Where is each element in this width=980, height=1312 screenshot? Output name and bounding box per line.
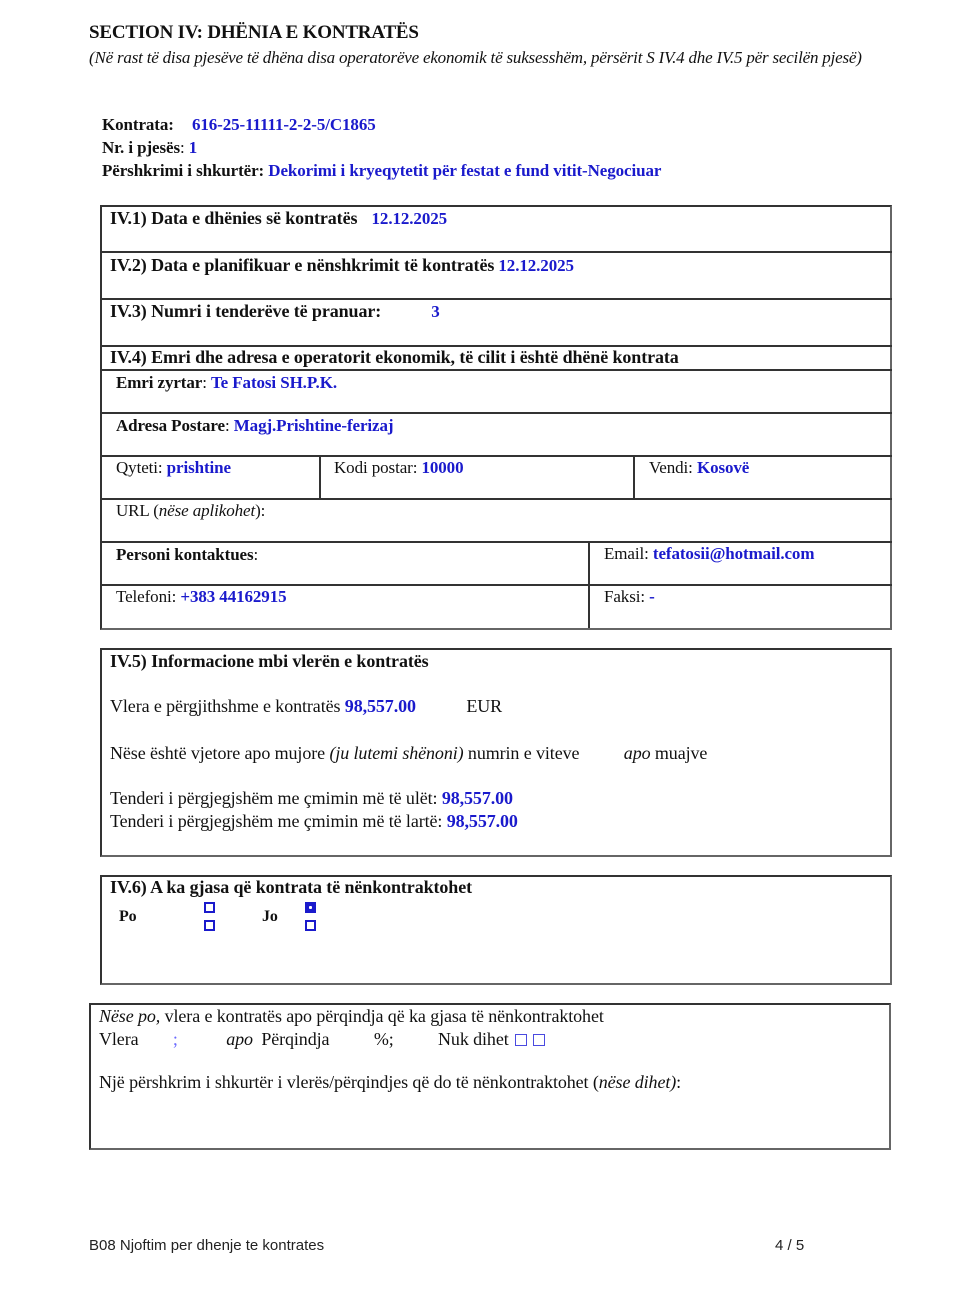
cell-divider [633,456,635,499]
contact-cell: Personi kontaktues: [116,545,259,564]
url-hint: nëse aplikohet [158,501,256,520]
city-value: prishtine [166,458,231,477]
iv4-label: IV.4) Emri dhe adresa e operatorit ekonomik, të cilit i është dhënë kontrata [110,347,679,367]
contract-label: Kontrata: [102,115,174,134]
subcontract-percent-label: Përqindja [261,1029,330,1049]
iv6-label: IV.6) A ka gjasa që kontrata të nënkontraktohet [110,877,472,897]
iv1-value: 12.12.2025 [371,209,448,228]
lowest-tender-value: 98,557.00 [441,788,513,808]
total-value-row [110,696,502,717]
highest-tender-label: Tenderi i përgjegjshëm me çmimin më të lartë: [110,811,443,831]
divider [100,298,892,300]
no-checkbox-alt[interactable] [305,920,316,931]
subcontract-value-row [99,1029,545,1050]
contract-value: 616-25-11111-2-2-5/C1865 [191,115,376,134]
subcontract-value-sep[interactable]: ; [172,1029,178,1049]
subcontract-apo: apo [226,1029,253,1049]
fax-cell [604,587,655,607]
lowest-tender-row [110,788,513,809]
divider [100,541,892,543]
iv1-label: IV.1) Data e dhënies së kontratës [110,208,358,228]
postal-label: Kodi postar: [334,458,418,477]
subcontract-intro-text: vlera e kontratës apo përqindja që ka gjasa të nënkontraktohet [160,1006,604,1026]
postal-value: 10000 [421,458,464,477]
divider [100,251,892,253]
footer-page-number: 4 / 5 [775,1237,805,1254]
country-cell [649,458,749,478]
total-value-label: Vlera e përgjithshme e kontratës [110,696,341,716]
section-note: (Në rast të disa pjesëve të dhëna disa operatorëve ekonomik të suksesshëm, përsërit S IV.4 dhe IV.5 për secilën pjesë) [89,48,862,67]
fax-value: - [649,587,655,606]
subcontract-value-label: Vlera [99,1029,139,1049]
subcontract-intro-italic: Nëse po, [99,1006,161,1026]
no-label: Jo [262,908,278,925]
iv1-row [110,208,447,229]
section-title: SECTION IV: DHËNIA E KONTRATËS [89,22,419,43]
url-label: URL ( [116,501,159,520]
no-checkbox-checked[interactable] [305,902,316,913]
iv3-label: IV.3) Numri i tenderëve të pranuar: [110,301,382,321]
subcontract-desc-row [99,1072,681,1093]
annual-apo: apo [623,743,651,763]
divider [100,369,892,371]
cell-divider [319,456,321,499]
highest-tender-row [110,811,518,832]
divider [100,584,892,586]
footer-doc-name: B08 Njoftim per dhenje te kontrates [89,1237,325,1254]
subcontract-intro [99,1006,604,1027]
description-value: Dekorimi i kryeqytetit për festat e fund vitit-Negociuar [268,161,662,180]
subcontract-desc-text: Një përshkrim i shkurtër i vlerës/përqindjes që do të nënkontraktohet ( [99,1072,599,1092]
annual-hint: (ju lutemi shënoni) [329,743,464,763]
iv2-value: 12.12.2025 [498,256,574,275]
highest-tender-value: 98,557.00 [446,811,518,831]
email-label: Email: [604,544,649,563]
subcontract-percent-sep: %; [373,1029,394,1049]
city-cell [116,458,231,478]
iv2-label: IV.2) Data e planifikuar e nënshkrimit të kontratës [110,255,495,275]
annual-text2: numrin e viteve [467,743,580,763]
unknown-label: Nuk dihet [438,1029,509,1049]
country-label: Vendi: [649,458,693,477]
contact-label: Personi kontaktues [116,545,254,564]
phone-cell [116,587,287,607]
official-name-row: Emri zyrtar: Te Fatosi SH.P.K. [116,373,337,392]
annual-row [110,743,707,764]
divider [100,412,892,414]
yes-checkbox-alt[interactable] [204,920,215,931]
divider [100,498,892,500]
official-name-value: Te Fatosi SH.P.K. [211,373,337,392]
phone-value: +383 44162915 [180,587,287,606]
unknown-checkbox[interactable] [515,1034,527,1046]
address-label: Adresa Postare [116,416,225,435]
unknown-checkbox-alt[interactable] [533,1034,545,1046]
currency: EUR [466,696,503,716]
email-cell [604,544,814,564]
city-label: Qyteti: [116,458,163,477]
total-value: 98,557.00 [344,696,416,716]
url-row [116,501,265,521]
part-colon: : [179,138,185,157]
postal-cell [334,458,464,478]
subcontract-desc-end: : [676,1072,682,1092]
yes-checkbox[interactable] [204,902,215,913]
description-label: Përshkrimi i shkurtër: [102,161,265,180]
iv3-row [110,301,440,322]
contract-line [102,115,376,135]
fax-label: Faksi: [604,587,645,606]
phone-label: Telefoni: [116,587,177,606]
description-line [102,161,661,181]
divider [100,455,892,457]
part-label: Nr. i pjesës [102,138,180,157]
iv5-label: IV.5) Informacione mbi vlerën e kontratës [110,651,429,671]
url-end: ): [255,501,266,520]
subcontract-desc-hint: nëse dihet) [598,1072,677,1092]
address-row: Adresa Postare: Magj.Prishtine-ferizaj [116,416,394,435]
lowest-tender-label: Tenderi i përgjegjshëm me çmimin më të ulët: [110,788,438,808]
email-value[interactable]: tefatosii@hotmail.com [652,544,815,563]
address-value: Magj.Prishtine-ferizaj [233,416,394,435]
official-name-label: Emri zyrtar [116,373,203,392]
part-line [102,138,197,158]
yes-label: Po [119,908,137,925]
part-value: 1 [188,138,198,157]
iv2-row [110,255,574,276]
iv3-value: 3 [431,302,440,321]
country-value: Kosovë [696,458,750,477]
annual-text1: Nëse është vjetore apo mujore [110,743,326,763]
annual-text3: muajve [654,743,708,763]
